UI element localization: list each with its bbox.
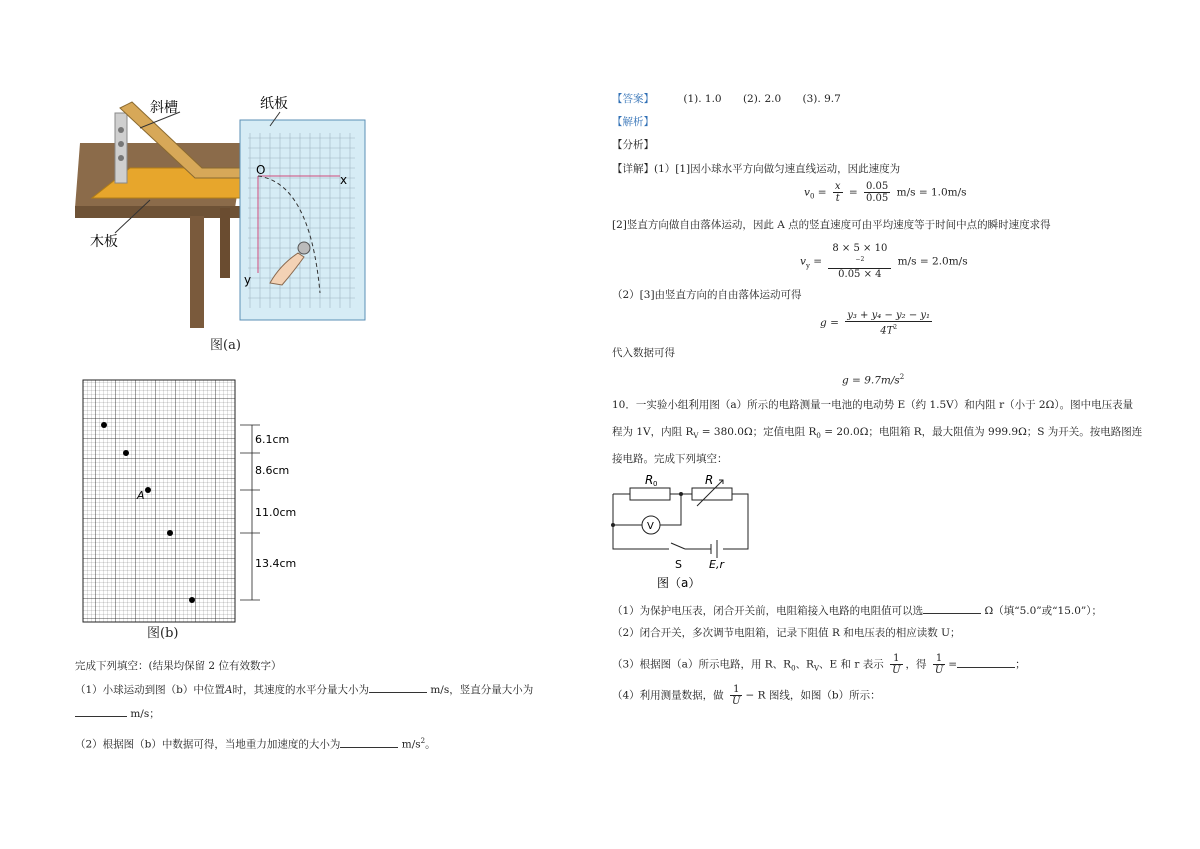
circuit-question-3: （3）根据图（a）所示电路，用 R、$R_0$、$R_V$、E 和 r 表示 $\frac{1}{U}$ ，得 $\frac{1}{U}$ = ； — [612, 653, 1026, 676]
ball — [298, 242, 310, 254]
label-board: 纸板 — [260, 96, 288, 112]
analysis-tag: 【解析】 — [612, 116, 654, 128]
point-a — [145, 487, 151, 493]
label-battery: E,r — [709, 558, 724, 571]
circuit-question-2: （2）闭合开关，多次调节电阻箱，记录下阻值 R 和电压表的相应读数 U； — [612, 627, 961, 639]
resistor-r0 — [630, 488, 670, 500]
segment-4: 13.4cm — [255, 557, 297, 570]
answer-tag: 【答案】 — [612, 93, 654, 105]
detail-line-1: 【详解】(1）[1]因小球水平方向做匀速直线运动，因此速度为 — [612, 163, 901, 175]
answer-blank-2[interactable] — [75, 706, 127, 717]
label-r: R — [705, 473, 714, 487]
figure-b-grid — [75, 378, 320, 626]
label-switch: S — [675, 558, 682, 571]
circuit-question-1: （1）为保护电压表，闭合开关前，电阻箱接入电路的电阻值可以选 Ω（填“5.0”或“15.0”）； — [612, 605, 1103, 617]
answer-blank-5[interactable] — [957, 657, 1015, 668]
resistor-box-r — [692, 488, 732, 500]
question-1: （1）小球运动到图（b）中位置A时，其速度的水平分量大小为 m/s，竖直分量大小为 — [75, 684, 534, 696]
equation-1: $v_0$ = $\frac{x}{t}$ = $\frac{0.05}{0.05}$ m/s = 1.0m/s — [804, 181, 967, 204]
point-3 — [167, 530, 173, 536]
label-y-axis: y — [244, 273, 252, 287]
detail-line-3: （2）[3]由竖直方向的自由落体运动可得 — [612, 289, 802, 301]
answer-blank-1[interactable] — [369, 682, 427, 693]
question-10-line-3: 接电路。完成下列填空： — [612, 453, 728, 465]
substitute-line: 代入数据可得 — [612, 347, 675, 359]
detail-line-2: [2]竖直方向做自由落体运动，因此 A 点的竖直速度可由平均速度等于时间中点的瞬时速度求得 — [612, 219, 1051, 231]
figure-a-apparatus — [70, 88, 380, 333]
figure-a-caption: 图(a) — [210, 338, 241, 353]
point-4 — [189, 597, 195, 603]
circuit-caption: 图（a） — [657, 576, 701, 590]
label-origin: O — [256, 163, 266, 177]
label-plank: 木板 — [90, 234, 118, 250]
label-r0: R — [645, 473, 654, 487]
paper-board — [240, 120, 365, 320]
point-2 — [123, 450, 129, 456]
answer-blank-3[interactable] — [340, 737, 398, 748]
segment-2: 8.6cm — [255, 464, 290, 477]
label-chute: 斜槽 — [150, 100, 178, 116]
circuit-diagram — [605, 470, 765, 592]
point-a-label: A — [137, 489, 145, 502]
label-voltmeter: V — [647, 521, 654, 532]
equation-3: g = $\frac{\text{y₃ + y₄ − y₂ − y₁}}{4T^2}$ — [820, 310, 931, 337]
equation-2: $v_y$ = 8 × 5 × 10 $^{-2}$ 0.05 × 4 m/s = 2.0m/s — [800, 243, 968, 281]
point-1 — [101, 422, 107, 428]
question-10-line-1: 10．一实验小组利用图（a）所示的电路测量一电池的电动势 E（约 1.5V）和内阻 r（小于 2Ω）。图中电压表量 — [612, 399, 1134, 411]
figure-b-caption: 图(b) — [147, 626, 179, 641]
segment-3: 11.0cm — [255, 506, 297, 519]
fenxi-tag: 【分析】 — [612, 139, 654, 151]
table-leg — [190, 216, 204, 328]
answer-line: 【答案】 (1). 1.0 (2). 2.0 (3). 9.7 — [612, 93, 841, 105]
segment-1: 6.1cm — [255, 433, 290, 446]
svg-text:0: 0 — [653, 480, 658, 488]
circuit-question-4: （4）利用测量数据，做 $\frac{1}{U}$ − R 图线，如图（b）所示： — [612, 684, 881, 707]
equation-4: $g = 9.7m/s^2$ — [842, 373, 905, 387]
intro-text: 完成下列填空：(结果均保留 2 位有效数字） — [75, 660, 282, 672]
question-1-cont: m/s； — [75, 706, 160, 721]
label-x-axis: x — [340, 173, 348, 187]
question-10-line-2: 程为 1V，内阻 $R_V = 380.0\Omega$；定值电阻 $R_0 = 20.0\Omega$；电阻箱 R，最大阻值为 999.9Ω；S 为开关。按电路图连 — [612, 426, 1143, 441]
question-2: （2）根据图（b）中数据可得，当地重力加速度的大小为 $m/s^2$。 — [75, 737, 436, 751]
answer-blank-4[interactable] — [923, 603, 981, 614]
